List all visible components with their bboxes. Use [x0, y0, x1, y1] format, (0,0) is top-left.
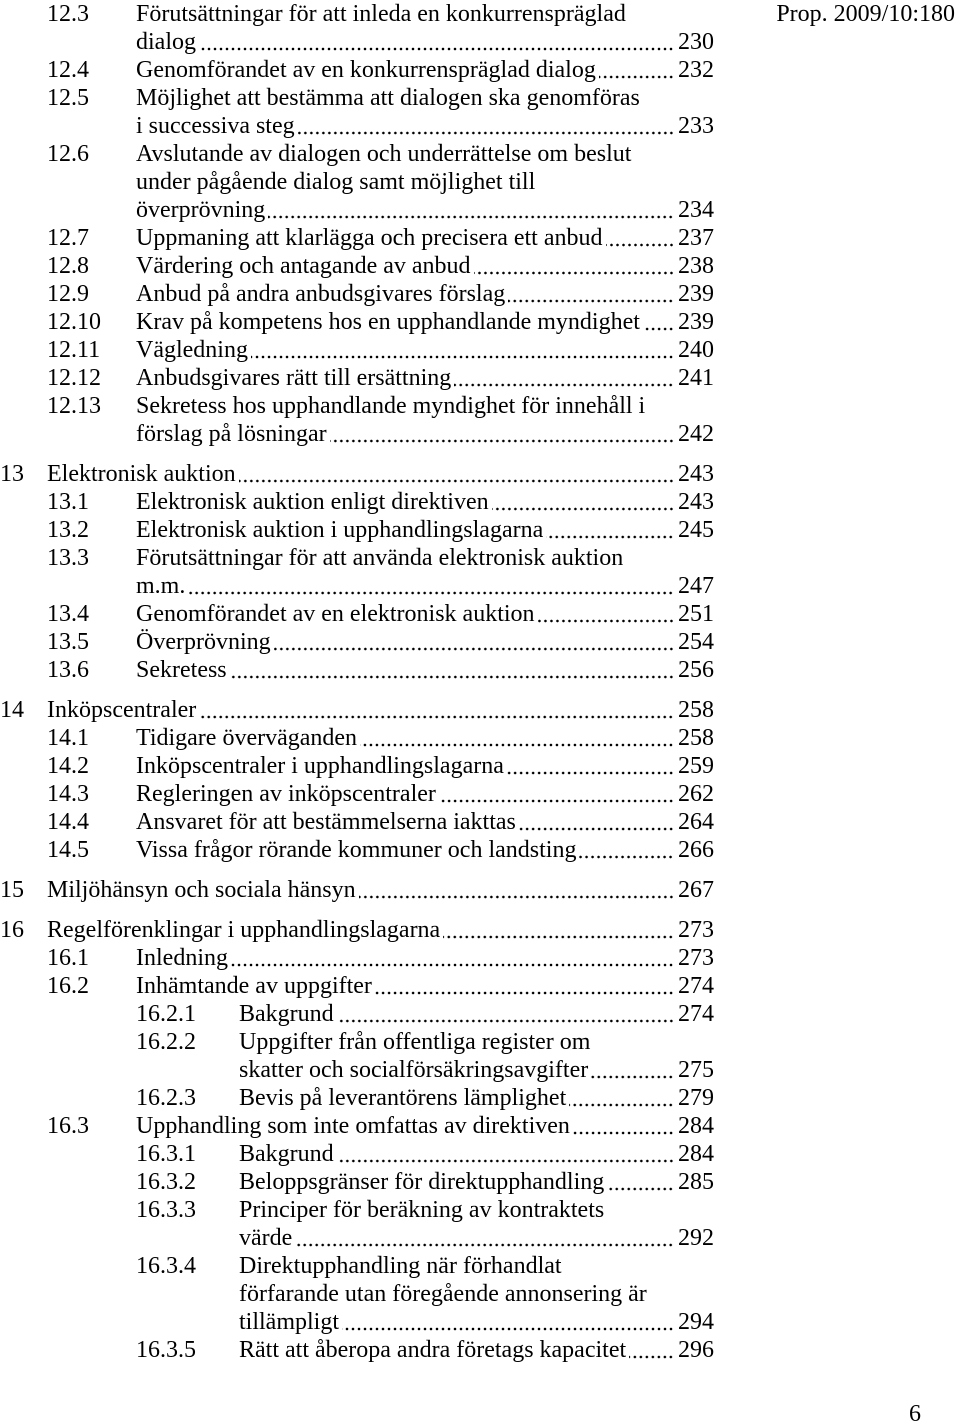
toc-entry-page: 258	[678, 697, 714, 723]
toc-entry-line	[136, 944, 714, 972]
toc-entry-body	[136, 656, 714, 684]
toc-entry-title: Ansvaret för att bestämmelserna iakttas	[136, 809, 516, 835]
toc-entry-title: Bakgrund	[239, 1001, 334, 1027]
toc-entry-line	[239, 1224, 714, 1252]
toc-entry-body	[136, 628, 714, 656]
toc-entry	[0, 308, 714, 336]
toc-entry-line	[136, 84, 714, 112]
toc-entry-title: Krav på kompetens hos en upphandlande myndighet	[136, 309, 640, 335]
toc-entry-page: 285	[678, 1169, 714, 1195]
toc-entry-body	[239, 1140, 714, 1168]
toc-entry-line	[136, 28, 714, 56]
toc-entry-page: 279	[678, 1085, 714, 1111]
toc-entry	[0, 1084, 714, 1112]
toc-entry-title: Tidigare överväganden	[136, 725, 358, 751]
toc-entry-title: Vissa frågor rörande kommuner och landsting	[136, 837, 577, 863]
dot-leader	[330, 420, 674, 448]
toc-entry	[0, 336, 714, 364]
toc-entry-page: 243	[678, 461, 714, 487]
toc-entry-line	[136, 572, 714, 600]
toc-entry-title: Beloppsgränser för direktupphandling	[239, 1169, 605, 1195]
toc-entry-number: 12.11	[47, 337, 101, 363]
toc-entry-title: Bakgrund	[239, 1141, 334, 1167]
toc-entry-line	[136, 1112, 714, 1140]
toc-entry-page: 251	[678, 601, 714, 627]
dot-leader	[492, 488, 674, 516]
toc-entry-body	[239, 1000, 714, 1028]
toc-entry-body	[136, 308, 714, 336]
toc-entry-body	[136, 1112, 714, 1140]
dot-leader	[239, 460, 674, 488]
toc-entry-page: 274	[678, 1001, 714, 1027]
toc-entry-body	[136, 280, 714, 308]
toc-entry-page: 237	[678, 225, 714, 251]
dot-leader	[230, 656, 674, 684]
toc-entry-title: Bevis på leverantörens lämplighet	[239, 1085, 567, 1111]
toc-entry-number: 13.5	[47, 629, 89, 655]
toc-entry-title: Överprövning	[136, 629, 271, 655]
toc-entry-body	[136, 724, 714, 752]
toc-entry	[0, 944, 714, 972]
toc-entry-body	[136, 752, 714, 780]
toc-entry-title: Anbudsgivares rätt till ersättning	[136, 365, 452, 391]
toc-entry-number: 16.2.2	[136, 1029, 196, 1055]
toc-entry-title: m.m.	[136, 573, 186, 599]
toc-entry-title: Regelförenklingar i upphandlingslagarna	[47, 917, 441, 943]
toc-entry-title: överprövning	[136, 197, 266, 223]
toc-entry-line	[136, 140, 714, 168]
toc-entry-line	[136, 196, 714, 224]
toc-entry	[0, 1000, 714, 1028]
toc-entry	[0, 56, 714, 84]
toc-entry-line	[136, 752, 714, 780]
toc-entry-line	[136, 836, 714, 864]
toc-entry-page: 234	[678, 197, 714, 223]
page-number: 6	[909, 1401, 921, 1427]
toc-entry-page: 230	[678, 29, 714, 55]
toc-entry-page: 267	[678, 877, 714, 903]
toc-entry-title: Möjlighet att bestämma att dialogen ska genomföras	[136, 85, 640, 111]
toc-entry-line	[136, 56, 714, 84]
toc-entry-line	[136, 112, 714, 140]
toc-entry	[0, 600, 714, 628]
toc-entry-title: Inhämtande av uppgifter	[136, 973, 372, 999]
toc-entry-body	[239, 1168, 714, 1196]
toc-entry-number: 15	[0, 877, 24, 903]
dot-leader	[268, 196, 674, 224]
toc-entry-body	[47, 460, 714, 488]
toc-entry-number: 12.5	[47, 85, 89, 111]
toc-entry-number: 16	[0, 917, 24, 943]
toc-entry-number: 13.6	[47, 657, 89, 683]
toc-entry-line	[239, 1028, 714, 1056]
toc-entry-line	[136, 780, 714, 808]
toc-entry-line	[136, 544, 714, 572]
toc-entry-line	[136, 168, 714, 196]
toc-entry-line	[47, 460, 714, 488]
toc-entry-number: 16.3	[47, 1113, 89, 1139]
dot-leader	[606, 224, 675, 252]
toc-entry-body	[136, 224, 714, 252]
toc-entry-body	[47, 696, 714, 724]
toc-entry-page: 243	[678, 489, 714, 515]
toc-entry-title: i successiva steg	[136, 113, 295, 139]
toc-entry-line	[136, 628, 714, 656]
toc-entry-title: Sekretess hos upphandlande myndighet för innehåll i	[136, 393, 646, 419]
toc-entry-line	[239, 1168, 714, 1196]
toc-entry-title: Upphandling som inte omfattas av direktiven	[136, 1113, 570, 1139]
toc-entry-title: Inledning	[136, 945, 228, 971]
toc-entry-number: 12.10	[47, 309, 101, 335]
toc-entry-page: 266	[678, 837, 714, 863]
toc-entry-title: Förutsättningar för att använda elektronisk auktion	[136, 545, 624, 571]
toc-entry-line	[239, 1252, 714, 1280]
toc-entry-page: 254	[678, 629, 714, 655]
toc-entry-line	[239, 1336, 714, 1364]
toc-entry-number: 12.8	[47, 253, 89, 279]
toc-entry-page: 273	[678, 945, 714, 971]
toc-entry-title: förslag på lösningar	[136, 421, 327, 447]
toc-entry	[0, 656, 714, 684]
dot-leader	[538, 600, 674, 628]
toc-entry-number: 16.1	[47, 945, 89, 971]
toc-entry	[0, 516, 714, 544]
toc-entry-number: 12.13	[47, 393, 101, 419]
toc-entry-body	[47, 916, 714, 944]
toc-entry	[0, 972, 714, 1000]
toc-entry-line	[239, 1056, 714, 1084]
toc-entry-title: Principer för beräkning av kontraktets	[239, 1197, 605, 1223]
toc-entry-line	[136, 600, 714, 628]
toc-entry-number: 16.3.4	[136, 1253, 196, 1279]
toc-entry-page: 273	[678, 917, 714, 943]
toc-entry-line	[136, 308, 714, 336]
toc-entry-number: 12.4	[47, 57, 89, 83]
dot-leader	[474, 252, 674, 280]
toc-entry-title: dialog	[136, 29, 196, 55]
toc-entry-number: 14.4	[47, 809, 89, 835]
toc-entry-page: 239	[678, 281, 714, 307]
toc-entry-number: 16.2	[47, 973, 89, 999]
toc-entry-body	[136, 56, 714, 84]
toc-entry	[0, 280, 714, 308]
dot-leader	[188, 572, 674, 600]
toc-entry-number: 13.3	[47, 545, 89, 571]
toc-entry-body	[136, 84, 714, 140]
dot-leader	[359, 876, 674, 904]
toc-entry	[0, 1196, 714, 1252]
toc-entry-body	[239, 1084, 714, 1112]
toc-entry-number: 14.2	[47, 753, 89, 779]
toc-entry	[0, 488, 714, 516]
toc-entry-number: 13.1	[47, 489, 89, 515]
toc-entry-title: Inköpscentraler	[47, 697, 197, 723]
toc-entry-title: Värdering och antagande av anbud	[136, 253, 471, 279]
toc-entry-line	[136, 392, 714, 420]
toc-entry-body	[136, 600, 714, 628]
toc-entry-line	[239, 1140, 714, 1168]
toc-entry-number: 12.6	[47, 141, 89, 167]
toc-entry-page: 274	[678, 973, 714, 999]
toc-entry-number: 12.3	[47, 1, 89, 27]
toc-entry-line	[136, 516, 714, 544]
toc-entry-line	[136, 808, 714, 836]
toc-entry-page: 233	[678, 113, 714, 139]
toc-entry-line	[136, 224, 714, 252]
toc-entry-body	[136, 836, 714, 864]
toc-entry	[0, 916, 714, 944]
dot-leader	[573, 1112, 674, 1140]
dot-leader	[274, 628, 674, 656]
toc-entry-title: Regleringen av inköpscentraler	[136, 781, 436, 807]
toc-entry-title: Rätt att åberopa andra företags kapacitet	[239, 1337, 627, 1363]
toc-entry-number: 16.3.5	[136, 1337, 196, 1363]
dot-leader	[569, 1084, 674, 1112]
toc-entry-body	[136, 972, 714, 1000]
toc-entry	[0, 252, 714, 280]
toc-entry-number: 13	[0, 461, 24, 487]
toc-entry-line	[239, 1280, 714, 1308]
toc-entry-line	[239, 1308, 714, 1336]
toc-entry-body	[136, 944, 714, 972]
toc-entry-body	[136, 780, 714, 808]
toc-entry	[0, 724, 714, 752]
toc-entry	[0, 140, 714, 224]
toc-entry-title: tillämpligt	[239, 1309, 339, 1335]
toc-entry-page: 262	[678, 781, 714, 807]
dot-leader	[231, 944, 674, 972]
toc-entry-number: 14.3	[47, 781, 89, 807]
toc-entry-title: Elektronisk auktion i upphandlingslagarna	[136, 517, 544, 543]
toc-entry	[0, 1140, 714, 1168]
toc-entry-number: 14	[0, 697, 24, 723]
toc-entry	[0, 628, 714, 656]
toc-entry-body	[239, 1252, 714, 1336]
dot-leader	[443, 916, 674, 944]
toc-entry-page: 292	[678, 1225, 714, 1251]
toc-entry-body	[136, 364, 714, 392]
toc-entry-line	[47, 696, 714, 724]
toc-entry	[0, 460, 714, 488]
toc-entry-page: 247	[678, 573, 714, 599]
toc-entry	[0, 696, 714, 724]
toc-entry	[0, 0, 714, 56]
toc-entry-title: Avslutande av dialogen och underrättelse om beslut	[136, 141, 632, 167]
toc-entry-title: Direktupphandling när förhandlat	[239, 1253, 562, 1279]
dot-leader	[199, 696, 674, 724]
toc-entry-line	[136, 336, 714, 364]
toc-entry-number: 16.3.1	[136, 1141, 196, 1167]
dot-leader	[519, 808, 674, 836]
toc-entry-body	[239, 1028, 714, 1084]
dot-leader	[439, 780, 674, 808]
toc-entry-title: skatter och socialförsäkringsavgifter	[239, 1057, 589, 1083]
toc-entry-body	[239, 1196, 714, 1252]
toc-entry-title: Uppmaning att klarlägga och precisera ett anbud	[136, 225, 603, 251]
toc-entry-title: Elektronisk auktion enligt direktiven	[136, 489, 489, 515]
toc-entry-body	[136, 0, 714, 56]
toc-entry-line	[136, 0, 714, 28]
toc-entry-line	[136, 364, 714, 392]
toc-entry	[0, 1252, 714, 1336]
toc-entry-line	[136, 972, 714, 1000]
toc-entry	[0, 224, 714, 252]
toc-entry-page: 241	[678, 365, 714, 391]
toc-entry-title: värde	[239, 1225, 293, 1251]
toc-entry-page: 264	[678, 809, 714, 835]
toc-entry-line	[239, 1084, 714, 1112]
toc-entry	[0, 808, 714, 836]
toc-entry-body	[136, 516, 714, 544]
toc-entry-number: 12.9	[47, 281, 89, 307]
toc-entry-page: 294	[678, 1309, 714, 1335]
toc-entry	[0, 836, 714, 864]
dot-leader	[342, 1308, 674, 1336]
toc-entry-title: Genomförandet av en elektronisk auktion	[136, 601, 535, 627]
dot-leader	[607, 1168, 674, 1196]
toc-entry-page: 245	[678, 517, 714, 543]
toc-entry-body	[136, 392, 714, 448]
toc-entry-page: 232	[678, 57, 714, 83]
toc-entry-number: 16.2.3	[136, 1085, 196, 1111]
toc-entry-body	[136, 808, 714, 836]
dot-leader	[298, 112, 674, 140]
toc-entry-number: 13.4	[47, 601, 89, 627]
document-reference: Prop. 2009/10:180	[776, 1, 955, 27]
toc-entry	[0, 752, 714, 780]
toc-entry-title: Elektronisk auktion	[47, 461, 236, 487]
toc-entry	[0, 1336, 714, 1364]
toc-entry-page: 238	[678, 253, 714, 279]
toc-entry-title: Vägledning	[136, 337, 248, 363]
toc-entry-page: 296	[678, 1337, 714, 1363]
toc-entry-body	[136, 140, 714, 224]
dot-leader	[629, 1336, 674, 1364]
toc-entry-line	[136, 280, 714, 308]
toc-entry-body	[47, 876, 714, 904]
dot-leader	[295, 1224, 674, 1252]
toc-entry-title: Anbud på andra anbudsgivares förslag	[136, 281, 506, 307]
toc-entry	[0, 392, 714, 448]
toc-entry-page: 284	[678, 1113, 714, 1139]
toc-entry-number: 14.5	[47, 837, 89, 863]
toc-entry-body	[136, 544, 714, 600]
toc-entry-line	[136, 488, 714, 516]
toc-entry-page: 242	[678, 421, 714, 447]
dot-leader	[360, 724, 674, 752]
toc-entry	[0, 876, 714, 904]
toc-entry-body	[239, 1336, 714, 1364]
dot-leader	[337, 1140, 674, 1168]
toc-entry-body	[136, 336, 714, 364]
toc-entry	[0, 1028, 714, 1084]
dot-leader	[579, 836, 674, 864]
toc-entry-line	[239, 1000, 714, 1028]
toc-entry-number: 16.2.1	[136, 1001, 196, 1027]
dot-leader	[599, 56, 674, 84]
toc-entry	[0, 1112, 714, 1140]
toc-entry-page: 259	[678, 753, 714, 779]
toc-entry-page: 284	[678, 1141, 714, 1167]
toc-entry-number: 12.7	[47, 225, 89, 251]
dot-leader	[337, 1000, 674, 1028]
toc-entry	[0, 364, 714, 392]
toc-entry-page: 275	[678, 1057, 714, 1083]
toc-entry-title: Inköpscentraler i upphandlingslagarna	[136, 753, 504, 779]
dot-leader	[507, 752, 674, 780]
toc-entry-number: 16.3.2	[136, 1169, 196, 1195]
toc-entry-title: Förutsättningar för att inleda en konkurrenspräglad	[136, 1, 626, 27]
toc-entry-body	[136, 252, 714, 280]
toc-entry-line	[136, 656, 714, 684]
dot-leader	[508, 280, 674, 308]
toc-entry-page: 239	[678, 309, 714, 335]
toc-entry-title: förfarande utan föregående annonsering är	[239, 1281, 647, 1307]
toc-entry-number: 14.1	[47, 725, 89, 751]
toc-entry-line	[47, 916, 714, 944]
toc-entry-title: under pågående dialog samt möjlighet till	[136, 169, 536, 195]
toc-entry-title: Miljöhänsyn och sociala hänsyn	[47, 877, 356, 903]
toc-entry-title: Uppgifter från offentliga register om	[239, 1029, 591, 1055]
toc-entry-body	[136, 488, 714, 516]
toc-entry	[0, 544, 714, 600]
toc-entry-number: 12.12	[47, 365, 101, 391]
dot-leader	[454, 364, 674, 392]
toc-entry-number: 16.3.3	[136, 1197, 196, 1223]
dot-leader	[546, 516, 674, 544]
dot-leader	[375, 972, 674, 1000]
dot-leader	[591, 1056, 674, 1084]
toc-entry-line	[47, 876, 714, 904]
toc-entry-page: 240	[678, 337, 714, 363]
toc-entry-line	[136, 724, 714, 752]
dot-leader	[643, 308, 674, 336]
toc-entry	[0, 84, 714, 140]
dot-leader	[251, 336, 674, 364]
toc-entry-page: 256	[678, 657, 714, 683]
toc-entry-title: Sekretess	[136, 657, 227, 683]
toc-entry	[0, 1168, 714, 1196]
toc-entry-title: Genomförandet av en konkurrenspräglad dialog	[136, 57, 596, 83]
toc-entry-line	[239, 1196, 714, 1224]
dot-leader	[199, 28, 674, 56]
toc-entry-number: 13.2	[47, 517, 89, 543]
toc-entry-line	[136, 420, 714, 448]
toc-entry	[0, 780, 714, 808]
toc-entry-line	[136, 252, 714, 280]
toc-entry-page: 258	[678, 725, 714, 751]
